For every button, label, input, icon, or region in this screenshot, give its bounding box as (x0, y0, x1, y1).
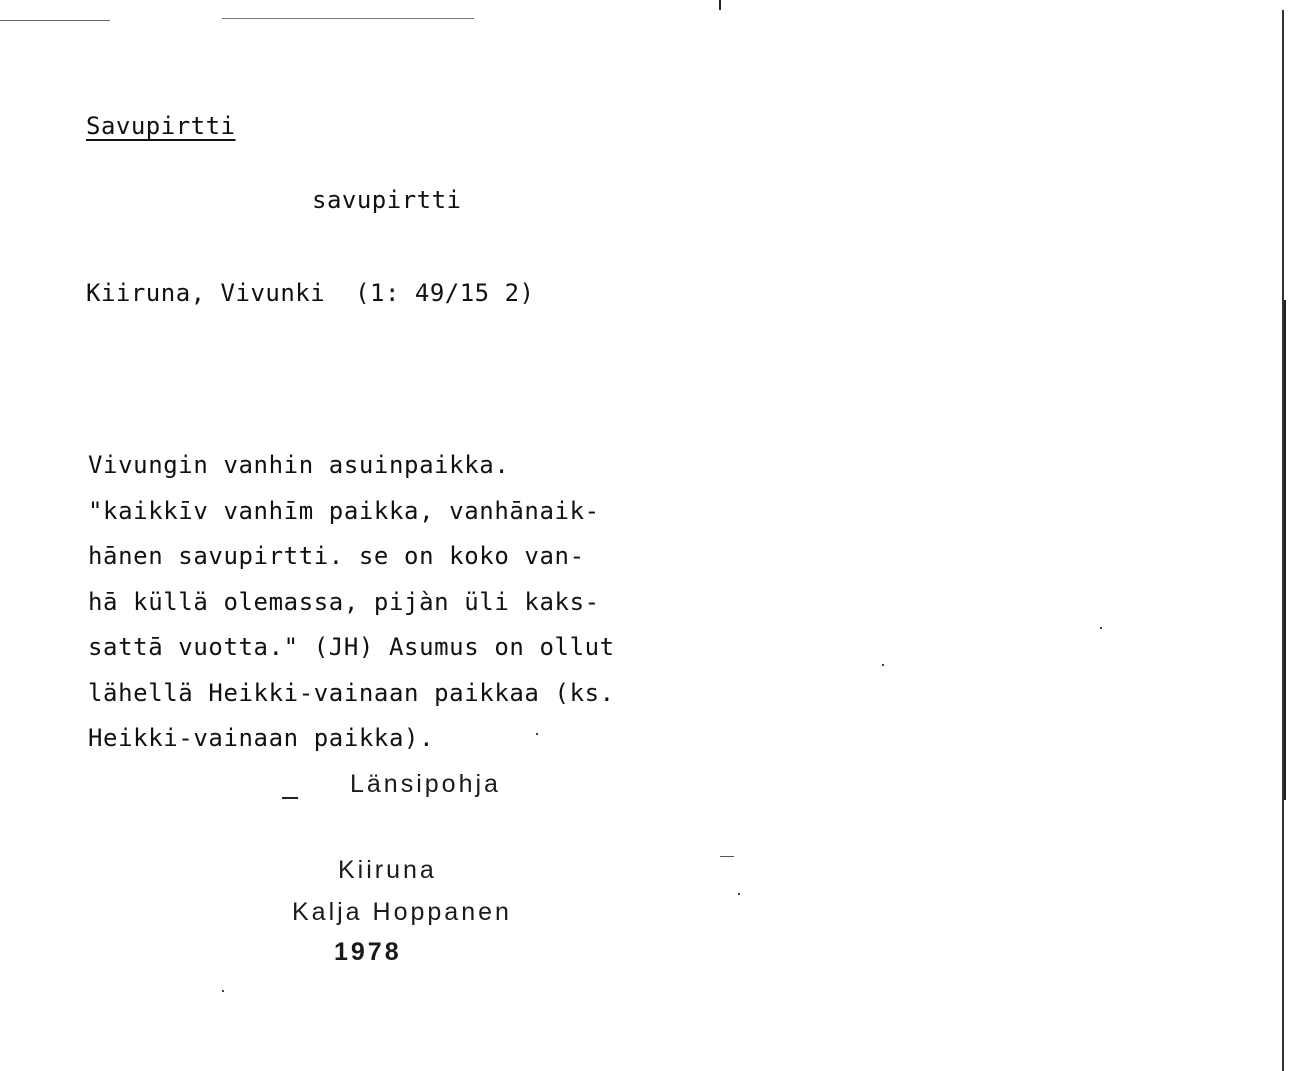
place-stamp: Kiiruna (338, 856, 437, 884)
stray-dot (882, 664, 884, 666)
stray-dot (1100, 627, 1102, 629)
body-line: Vivungin vanhin asuinpaikka. (88, 451, 510, 479)
dialect-term: savupirtti (312, 186, 462, 214)
body-line: hā küllä olemassa, pijàn üli kaks- (88, 587, 600, 616)
collector-stamp: Kalja Hoppanen (292, 898, 512, 926)
card-heading: Savupirtti (86, 112, 236, 140)
card-body (88, 450, 615, 769)
body-line: lähellä Heikki-vainaan paikkaa (ks. (88, 678, 615, 707)
stray-mark (282, 797, 298, 799)
year-stamp: 1978 (334, 938, 402, 966)
scan-edge-line (222, 18, 474, 19)
stray-dot (738, 893, 740, 895)
card-right-edge-shadow (1284, 300, 1286, 800)
scan-edge-line (0, 20, 110, 21)
body-line: sattā vuotta." (JH) Asumus on ollut (88, 633, 615, 661)
stray-dot (222, 990, 224, 992)
body-line: Heikki-vainaan paikka). (88, 724, 435, 752)
scan-edge-tick (719, 0, 721, 10)
body-line: hānen savupirtti. se on koko van- (88, 542, 585, 570)
location-reference: Kiiruna, Vivunki (1: 49/15 2) (86, 279, 535, 307)
region-stamp: Länsipohja (350, 770, 501, 798)
stray-mark (720, 856, 734, 857)
body-line: "kaikkīv vanhīm paikka, vanhānaik- (88, 496, 600, 525)
